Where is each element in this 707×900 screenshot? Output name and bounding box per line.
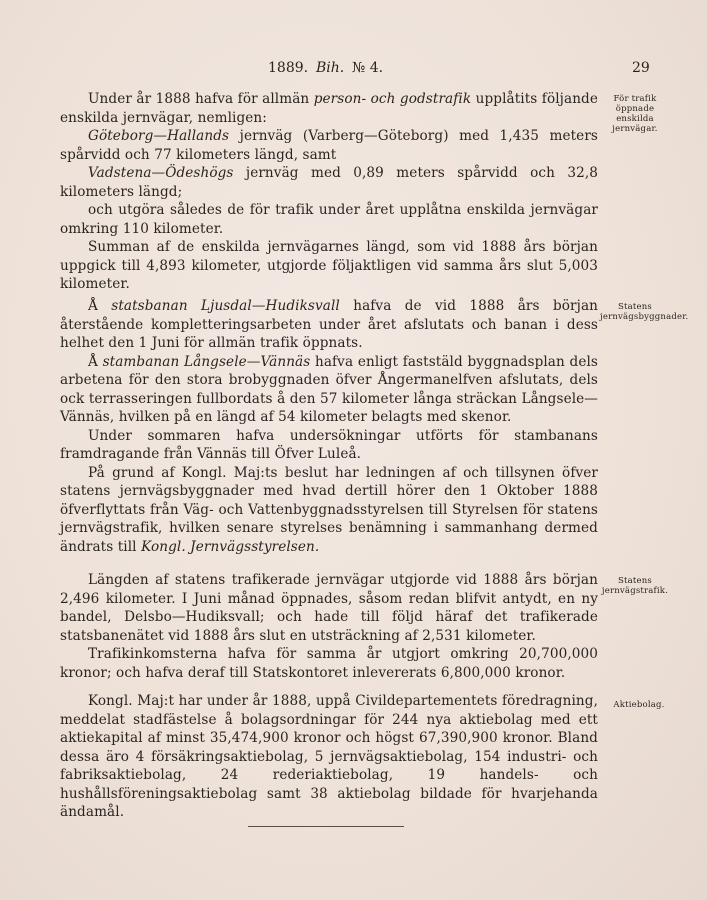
paragraph: Å statsbanan Ljusdal—Hudiksvall hafva de vid 1888 års början återstående kompletteringsarbeten under året afslutats och banan i dess helhet den 1 Juni för allmän trafik öppnats. bbox=[60, 298, 599, 351]
paragraph: Vadstena—Ödeshögs jernväg med 0,89 meters spårvidd och 32,8 kilometers längd; bbox=[60, 165, 598, 200]
paragraph: Kongl. Maj:t har under år 1888, uppå Civildepartementets föredragning, meddelat stadfästelse å bolagsordningar för 244 nya aktiebolag med ett aktiekapital af minst 35,474,900 kronor och högst 67,390,900 kronor. Bland dessa äro 4 försäkringsaktiebolag, 5 jernvägsaktiebolag, 154 industri- och fabriksaktiebolag, 24 rederiaktiebolag, 19 handels- och hushållsföreningsaktiebolag samt 38 aktiebolag bildade för hvarjehanda ändamål. bbox=[60, 693, 598, 820]
page-number: 29 bbox=[632, 60, 650, 76]
section-state-railway-traffic bbox=[60, 571, 598, 682]
paragraph: Göteborg—Hallands jernväg (Varberg—Göteborg) med 1,435 meters spårvidd och 77 kilometers längd, samt bbox=[60, 128, 598, 163]
header-bih: Bih. bbox=[316, 60, 345, 76]
page-header bbox=[0, 60, 707, 80]
section-private-railways bbox=[60, 90, 598, 294]
margin-note: Statens jernvägsbyggnader. bbox=[600, 302, 689, 322]
paragraph: Under år 1888 hafva för allmän person- och godstrafik upplåtits följande enskilda jernvägar, nemligen: bbox=[60, 91, 598, 126]
section-divider bbox=[248, 826, 404, 827]
margin-note: Statens jernvägstrafik. bbox=[601, 576, 669, 596]
margin-note: Aktiebolag. bbox=[613, 700, 665, 710]
header-number: № 4. bbox=[352, 60, 384, 76]
paragraph: Under sommaren hafva undersökningar utförts för stambanans framdragande från Vännäs till Öfver Luleå. bbox=[60, 427, 598, 462]
section-joint-stock-companies bbox=[60, 692, 598, 822]
paragraph: På grund af Kongl. Maj:ts beslut har ledningen af och tillsynen öfver statens jernvägsbyggnader med hvad dertill hörer den 1 Oktober 1888 öfverflyttats från Väg- och Vattenbyggnadsstyrelsen till Styrelsen för statens jernvägstrafik, hvilken senare styrelses benämning i sammanhang dermed ändrats till Kongl. Jernvägsstyrelsen. bbox=[60, 464, 598, 555]
paragraph: Å stambanan Långsele—Vännäs hafva enligt faststäld byggnadsplan dels arbetena för den stora brobyggnaden öfver Ångermanelfven afslutats, dels ock terrasseringen fullbordats å den 57 kilometer långa sträckan Långsele—Vännäs, hvilken på en längd af 54 kilometer belagts med skenor. bbox=[60, 353, 598, 425]
paragraph: Trafikinkomsterna hafva för samma år utgjort omkring 20,700,000 kronor; och hafva deraf till Statskontoret inlevererats 6,800,000 kronor. bbox=[60, 646, 598, 681]
section-state-railway-construction bbox=[60, 297, 598, 556]
margin-note: För trafik öppnade enskilda jernvägar. bbox=[612, 94, 658, 134]
paragraph: och utgöra således de för trafik under året upplåtna enskilda jernvägar omkring 110 kilometer. bbox=[60, 202, 598, 237]
header-year: 1889. bbox=[268, 60, 309, 76]
paragraph: Summan af de enskilda jernvägarnes längd, som vid 1888 års början uppgick till 4,893 kilometer, utgjorde följaktligen vid samma års slut 5,003 kilometer. bbox=[60, 239, 598, 292]
paragraph: Längden af statens trafikerade jernvägar utgjorde vid 1888 års början 2,496 kilometer. I Juni månad öppnades, såsom redan blifvit antydt, en ny bandel, Delsbo—Hudiksvall; och hade till följd häraf det trafikerade statsbanenätet vid 1888 års slut en utsträckning af 2,531 kilometer. bbox=[60, 572, 598, 644]
